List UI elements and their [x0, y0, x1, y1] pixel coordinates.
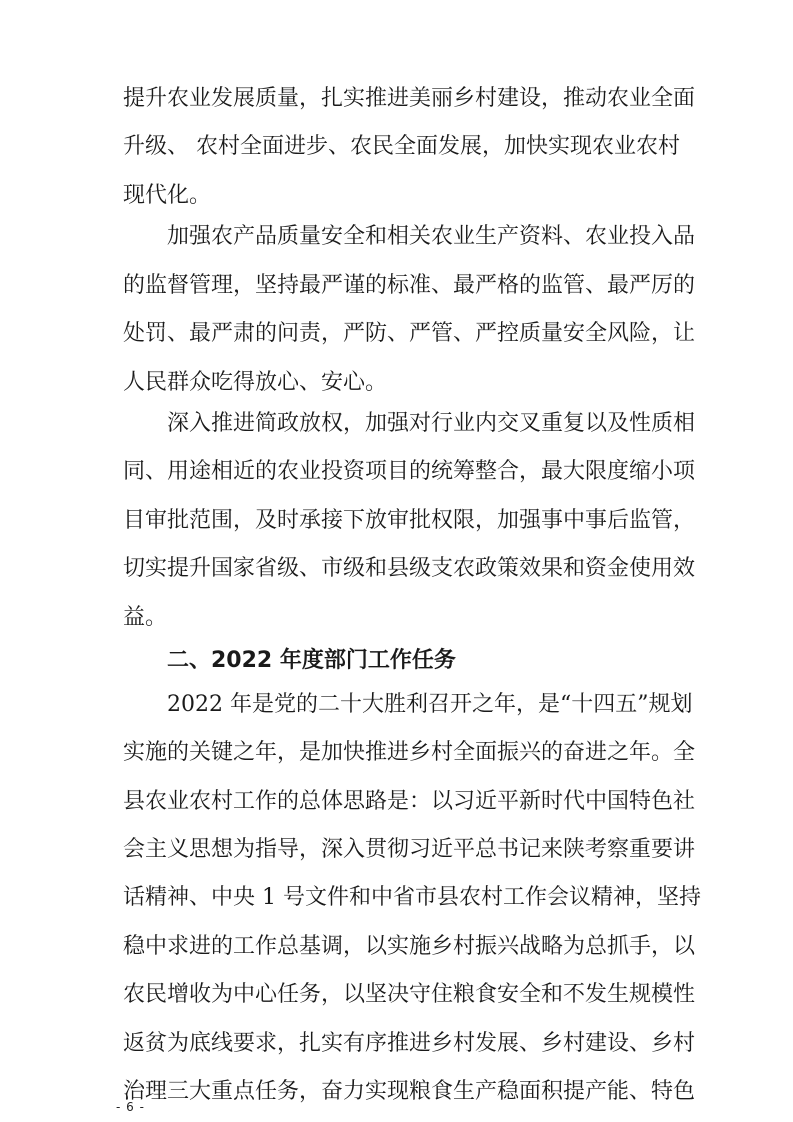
paragraph-4-line-6: 稳中求进的工作总基调，以实施乡村振兴战略为总抓手，以	[123, 934, 696, 959]
paragraph-3-line-4: 切实提升国家省级、市级和县级支农政策效果和资金使用效	[123, 556, 696, 581]
paragraph-4-line-1: 2022 年是党的二十大胜利召开之年，是“十四五”规划	[167, 692, 693, 717]
paragraph-4-line-5: 话精神、中央 1 号文件和中省市县农村工作会议精神，坚持	[123, 885, 701, 910]
section-heading: 二、2022 年度部门工作任务	[167, 648, 456, 673]
paragraph-3-line-3: 目审批范围，及时承接下放审批权限，加强事中事后监管，	[123, 508, 696, 533]
paragraph-3-line-1: 深入推进简政放权，加强对行业内交叉重复以及性质相	[167, 411, 696, 436]
paragraph-1-line-3: 现代化。	[123, 183, 212, 208]
paragraph-4-line-7: 农民增收为中心任务，以坚决守住粮食安全和不发生规模性	[123, 982, 696, 1007]
page-number: - 6 -	[116, 1100, 145, 1114]
paragraph-2-line-2: 的监督管理，坚持最严谨的标准、最严格的监管、最严厉的	[123, 273, 696, 298]
paragraph-2-line-3: 处罚、最严肃的问责，严防、严管、严控质量安全风险，让	[123, 321, 696, 346]
paragraph-3-line-2: 同、用途相近的农业投资项目的统筹整合，最大限度缩小项	[123, 459, 696, 484]
paragraph-1-line-2: 升级、 农村全面进步、农民全面发展，加快实现农业农村	[123, 134, 680, 159]
paragraph-4-line-3: 县农业农村工作的总体思路是：以习近平新时代中国特色社	[123, 789, 696, 814]
paragraph-1-line-1: 提升农业发展质量，扎实推进美丽乡村建设，推动农业全面	[123, 86, 696, 111]
paragraph-4-line-9: 治理三大重点任务，奋力实现粮食生产稳面积提产能、特色	[123, 1079, 696, 1104]
paragraph-4-line-8: 返贫为底线要求，扎实有序推进乡村发展、乡村建设、乡村	[123, 1031, 696, 1056]
paragraph-2-line-1: 加强农产品质量安全和相关农业生产资料、农业投入品	[167, 224, 696, 249]
paragraph-4-line-4: 会主义思想为指导，深入贯彻习近平总书记来陕考察重要讲	[123, 837, 696, 862]
paragraph-3-line-5: 益。	[123, 605, 168, 630]
paragraph-2-line-4: 人民群众吃得放心、安心。	[123, 370, 388, 395]
paragraph-4-line-2: 实施的关键之年，是加快推进乡村全面振兴的奋进之年。全	[123, 740, 696, 765]
